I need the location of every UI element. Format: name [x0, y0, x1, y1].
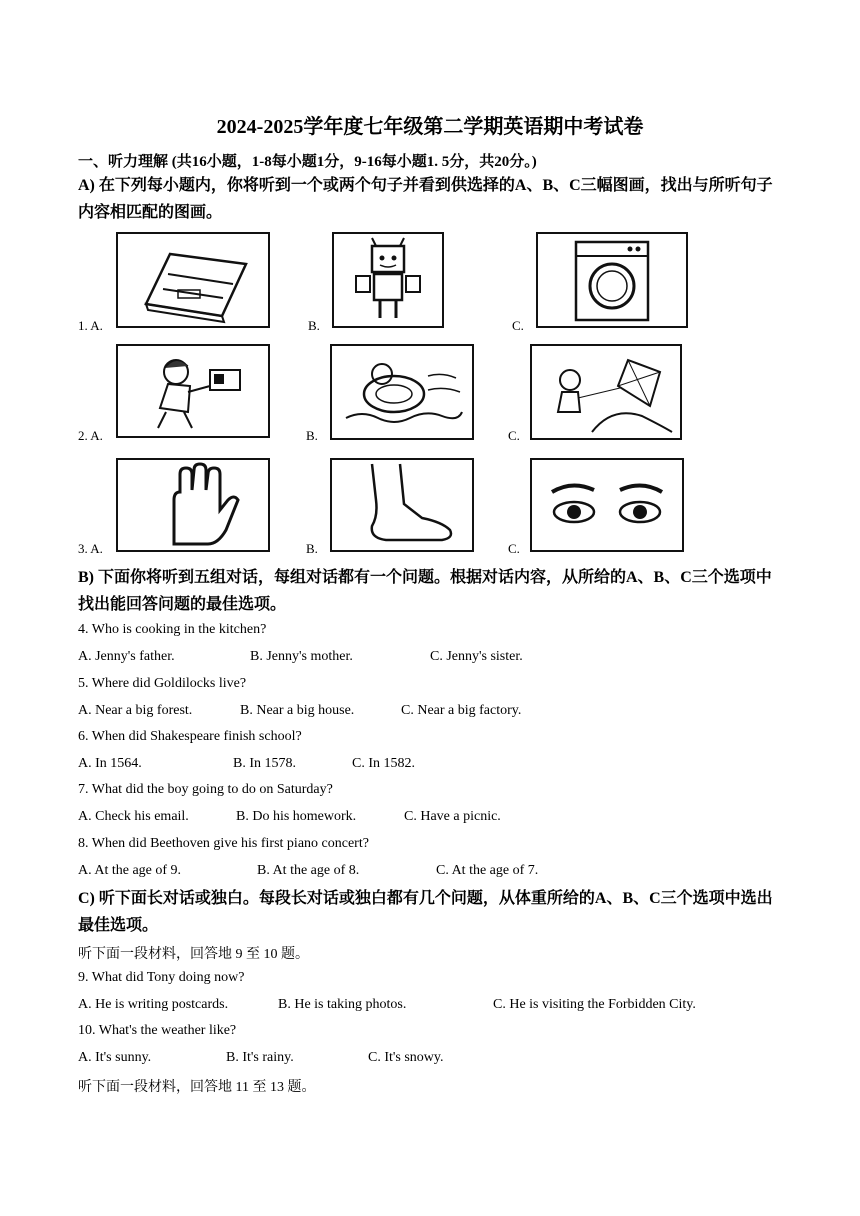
q3-label-b: B.: [306, 541, 318, 556]
q6-option-c: C. In 1582.: [352, 756, 415, 771]
q9-option-b: B. He is taking photos.: [278, 997, 407, 1012]
q5-option-b: B. Near a big house.: [240, 703, 355, 718]
section-b-instructions: B) 下面你将听到五组对话，每组对话都有一个问题。根据对话内容，从所给的A、B、C三个选项中找出能回答问题的最佳选项。: [78, 569, 772, 613]
question-5: 5. Where did Goldilocks live?: [78, 676, 247, 691]
q10-option-a: A. It's sunny.: [78, 1050, 152, 1065]
q4-option-b: B. Jenny's mother.: [250, 649, 353, 664]
eyes-icon: [530, 458, 684, 552]
robot-icon: [332, 232, 444, 328]
q1-label-c: C.: [512, 318, 524, 333]
q1-label-a: 1. A.: [78, 318, 103, 333]
q3-label-c: C.: [508, 541, 520, 556]
foot-icon: [330, 458, 474, 552]
q3-label-a: 3. A.: [78, 541, 103, 556]
q2-label-c: C.: [508, 428, 520, 443]
q9-option-c: C. He is visiting the Forbidden City.: [493, 997, 696, 1012]
part1-heading: 一、听力理解 (共16小题，1-8每小题1分，9-16每小题1. 5分，共20分。): [78, 154, 537, 170]
q2-label-b: B.: [306, 428, 318, 443]
washing-machine-icon: [536, 232, 688, 328]
question-7: 7. What did the boy going to do on Saturday?: [78, 782, 333, 797]
q2-label-a: 2. A.: [78, 428, 103, 443]
material-note-1: 听下面一段材料，回答地 9 至 10 题。: [78, 947, 309, 962]
section-c-instructions: C) 听下面长对话或独白。每段长对话或独白都有几个问题，从体重所给的A、B、C三个选项中选出最佳选项。: [78, 890, 773, 934]
question-10: 10. What's the weather like?: [78, 1023, 237, 1038]
q4-option-c: C. Jenny's sister.: [430, 649, 523, 664]
question-6: 6. When did Shakespeare finish school?: [78, 729, 302, 744]
q5-option-c: C. Near a big factory.: [401, 703, 522, 718]
question-9: 9. What did Tony doing now?: [78, 970, 245, 985]
q1-label-b: B.: [308, 318, 320, 333]
q7-option-b: B. Do his homework.: [236, 809, 357, 824]
kite-flying-icon: [530, 344, 682, 440]
hand-icon: [116, 458, 270, 552]
section-a-instructions: A) 在下列每小题内，你将听到一个或两个句子并看到供选择的A、B、C三幅图画，找出与所听句子内容相匹配的图画。: [78, 177, 773, 221]
q8-option-b: B. At the age of 8.: [257, 863, 360, 878]
swimming-icon: [330, 344, 474, 440]
q10-option-b: B. It's rainy.: [226, 1050, 294, 1065]
q8-option-c: C. At the age of 7.: [436, 863, 539, 878]
q10-option-c: C. It's snowy.: [368, 1050, 444, 1065]
boy-drawing-icon: [116, 344, 270, 438]
q6-option-a: A. In 1564.: [78, 756, 142, 771]
q4-option-a: A. Jenny's father.: [78, 649, 175, 664]
q6-option-b: B. In 1578.: [233, 756, 296, 771]
q8-option-a: A. At the age of 9.: [78, 863, 182, 878]
q7-option-c: C. Have a picnic.: [404, 809, 501, 824]
q9-option-a: A. He is writing postcards.: [78, 997, 229, 1012]
pencil-case-icon: [116, 232, 270, 328]
question-8: 8. When did Beethoven give his first piano concert?: [78, 836, 369, 851]
exam-title: 2024-2025学年度七年级第二学期英语期中考试卷: [216, 116, 644, 138]
q5-option-a: A. Near a big forest.: [78, 703, 193, 718]
material-note-2: 听下面一段材料，回答地 11 至 13 题。: [78, 1080, 316, 1095]
q7-option-a: A. Check his email.: [78, 809, 189, 824]
question-4: 4. Who is cooking in the kitchen?: [78, 622, 267, 637]
